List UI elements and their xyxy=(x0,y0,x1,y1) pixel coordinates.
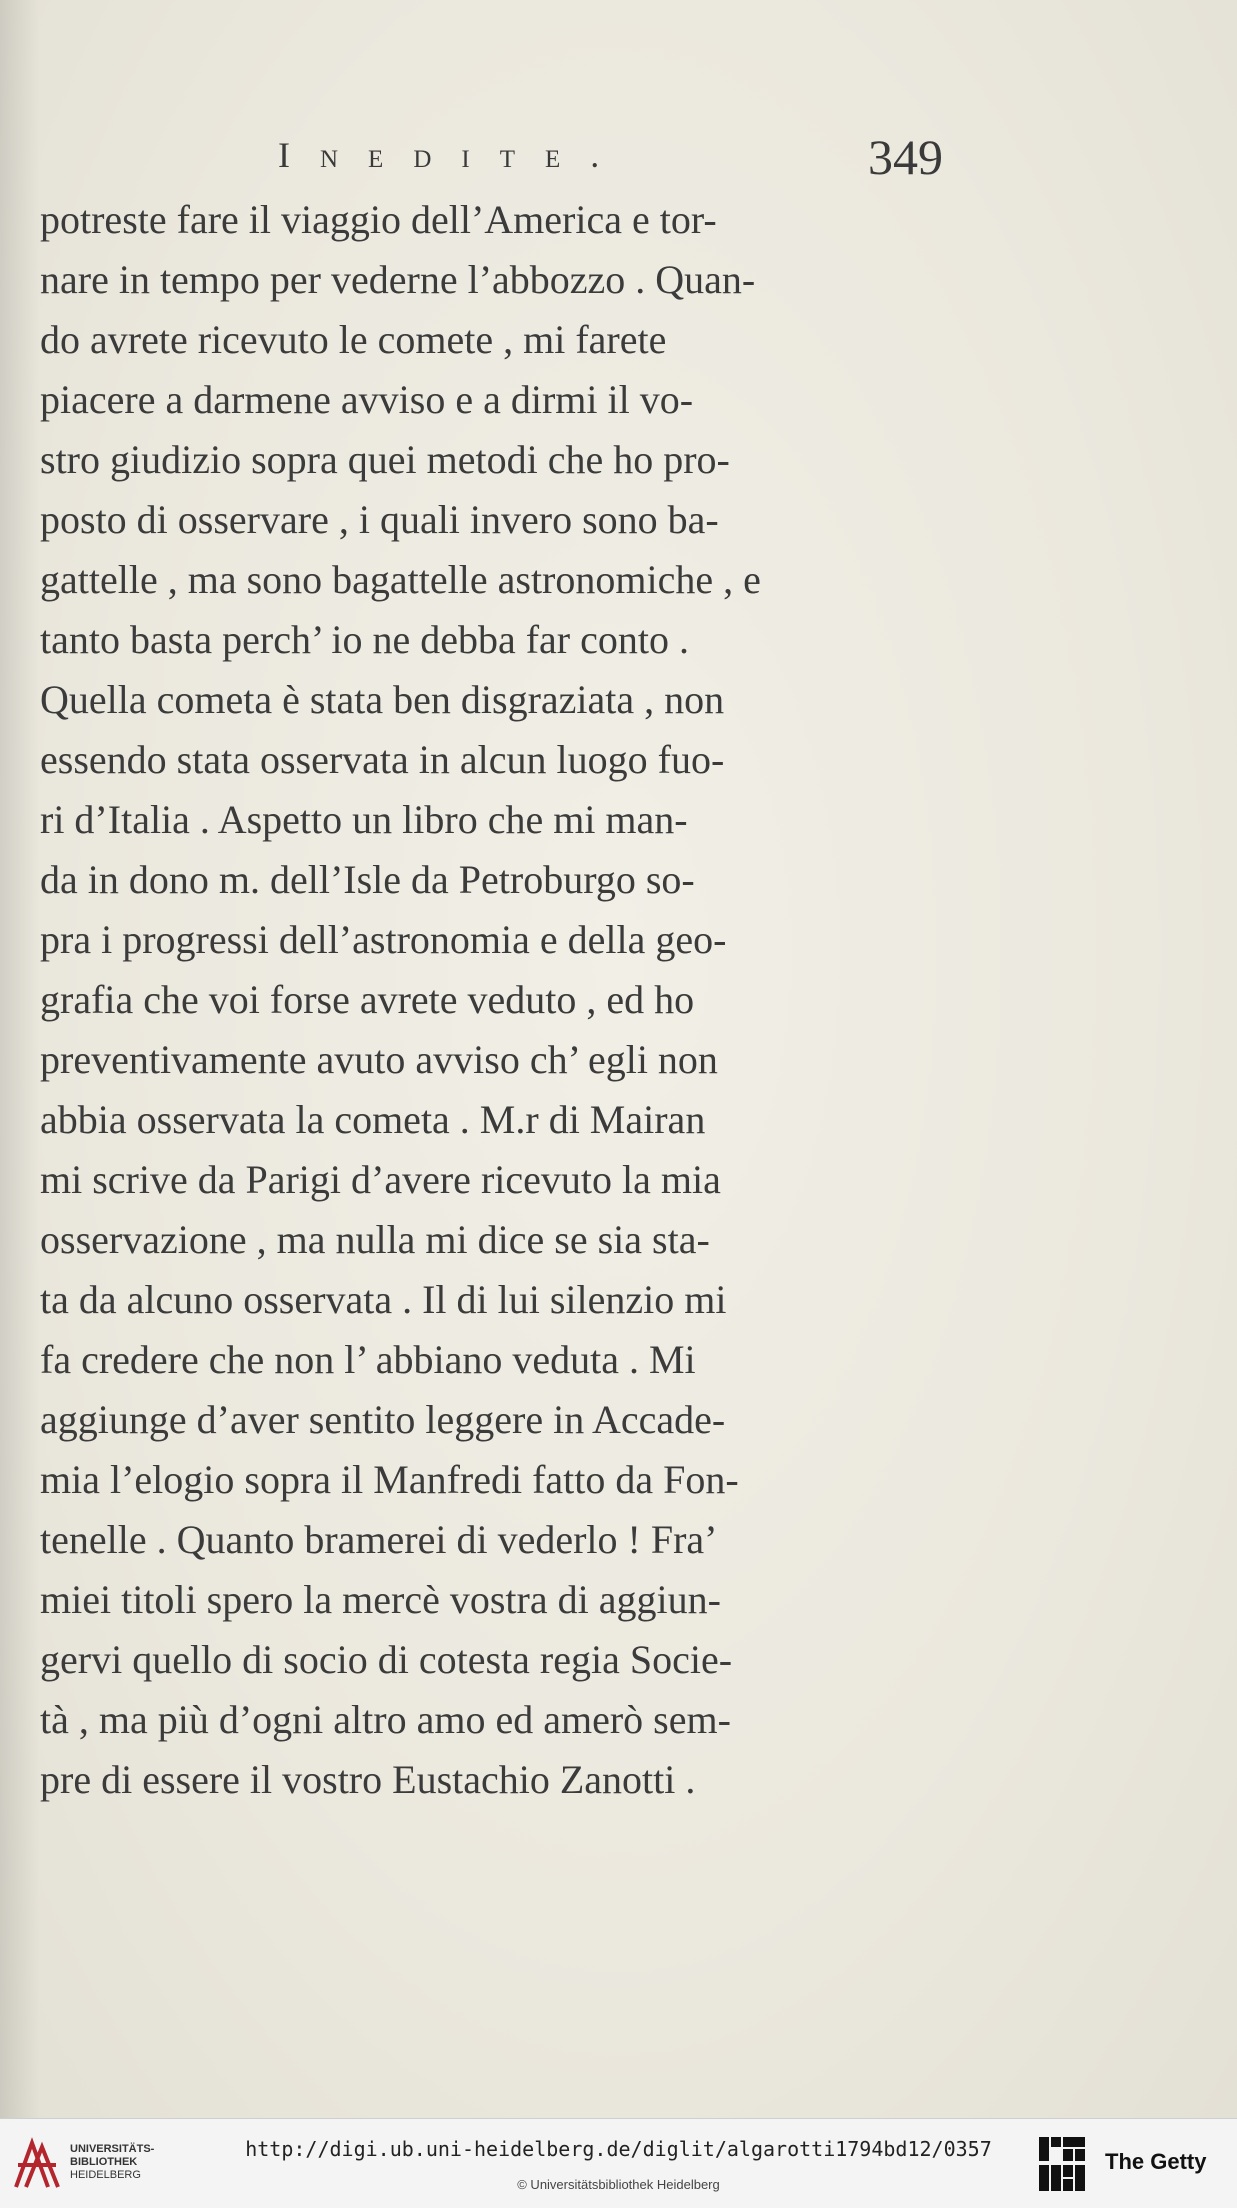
text-line: miei titoli spero la mercè vostra di aggiun- xyxy=(40,1577,721,1622)
text-line: da in dono m. dell’Isle da Petroburgo so- xyxy=(40,857,695,902)
getty-logo-text: The Getty xyxy=(1105,2149,1207,2174)
running-head-title: Inedite. xyxy=(278,135,630,175)
text-line: abbia osservata la cometa . M.r di Mairan xyxy=(40,1097,706,1142)
text-line: pra i progressi dell’astronomia e della geo- xyxy=(40,917,727,962)
text-line: do avrete ricevuto le comete , mi farete xyxy=(40,317,667,362)
text-line: tenelle . Quanto bramerei di vederlo ! Fra’ xyxy=(40,1517,718,1562)
text-line: ta da alcuno osservata . Il di lui silenzio mi xyxy=(40,1277,727,1322)
text-line: piacere a darmene avviso e a dirmi il vo- xyxy=(40,377,694,422)
text-line: tanto basta perch’ io ne debba far conto . xyxy=(40,617,689,662)
logo-text-line-1: UNIVERSITÄTS- xyxy=(70,2143,155,2155)
logo-text-line-3: HEIDELBERG xyxy=(70,2169,141,2181)
text-line: nare in tempo per vederne l’abbozzo . Quan- xyxy=(40,257,756,302)
text-line: gattelle , ma sono bagattelle astronomiche , e xyxy=(40,557,761,602)
text-line: pre di essere il vostro Eustachio Zanotti . xyxy=(40,1757,696,1802)
text-line: gervi quello di socio di cotesta regia Socie- xyxy=(40,1637,733,1682)
text-line: grafia che voi forse avrete veduto , ed ho xyxy=(40,977,695,1022)
text-line: ri d’Italia . Aspetto un libro che mi man- xyxy=(40,797,688,842)
copyright-notice: © Universitätsbibliothek Heidelberg xyxy=(517,2177,720,2192)
text-line: essendo stata osservata in alcun luogo fuo- xyxy=(40,737,725,782)
text-line: preventivamente avuto avviso ch’ egli non xyxy=(40,1037,718,1082)
logo-text-line-2: BIBLIOTHEK xyxy=(70,2156,138,2168)
getty-logo-icon xyxy=(1037,2135,1089,2193)
text-line: aggiunge d’aver sentito leggere in Accade- xyxy=(40,1397,726,1442)
text-line: Quella cometa è stata ben disgraziata , non xyxy=(40,677,725,722)
text-line: mia l’elogio sopra il Manfredi fatto da Fon- xyxy=(40,1457,739,1502)
page-number: 349 xyxy=(868,129,943,185)
text-line: stro giudizio sopra quei metodi che ho pro- xyxy=(40,437,730,482)
body-text xyxy=(40,190,980,1810)
permalink-url[interactable]: http://digi.ub.uni-heidelberg.de/diglit/algarotti1794bd12/0357 xyxy=(245,2137,992,2161)
running-head xyxy=(0,128,1237,188)
spine-shadow xyxy=(0,0,40,2118)
viewer-footer xyxy=(0,2118,1237,2208)
getty-logo[interactable] xyxy=(1037,2135,1227,2195)
text-line: posto di osservare , i quali invero sono ba- xyxy=(40,497,719,542)
text-line: fa credere che non l’ abbiano veduta . Mi xyxy=(40,1337,696,1382)
text-line: tà , ma più d’ogni altro amo ed amerò sem- xyxy=(40,1697,731,1742)
text-line: potreste fare il viaggio dell’America e tor- xyxy=(40,197,717,242)
text-line: mi scrive da Parigi d’avere ricevuto la mia xyxy=(40,1157,721,1202)
text-line: osservazione , ma nulla mi dice se sia sta- xyxy=(40,1217,710,1262)
